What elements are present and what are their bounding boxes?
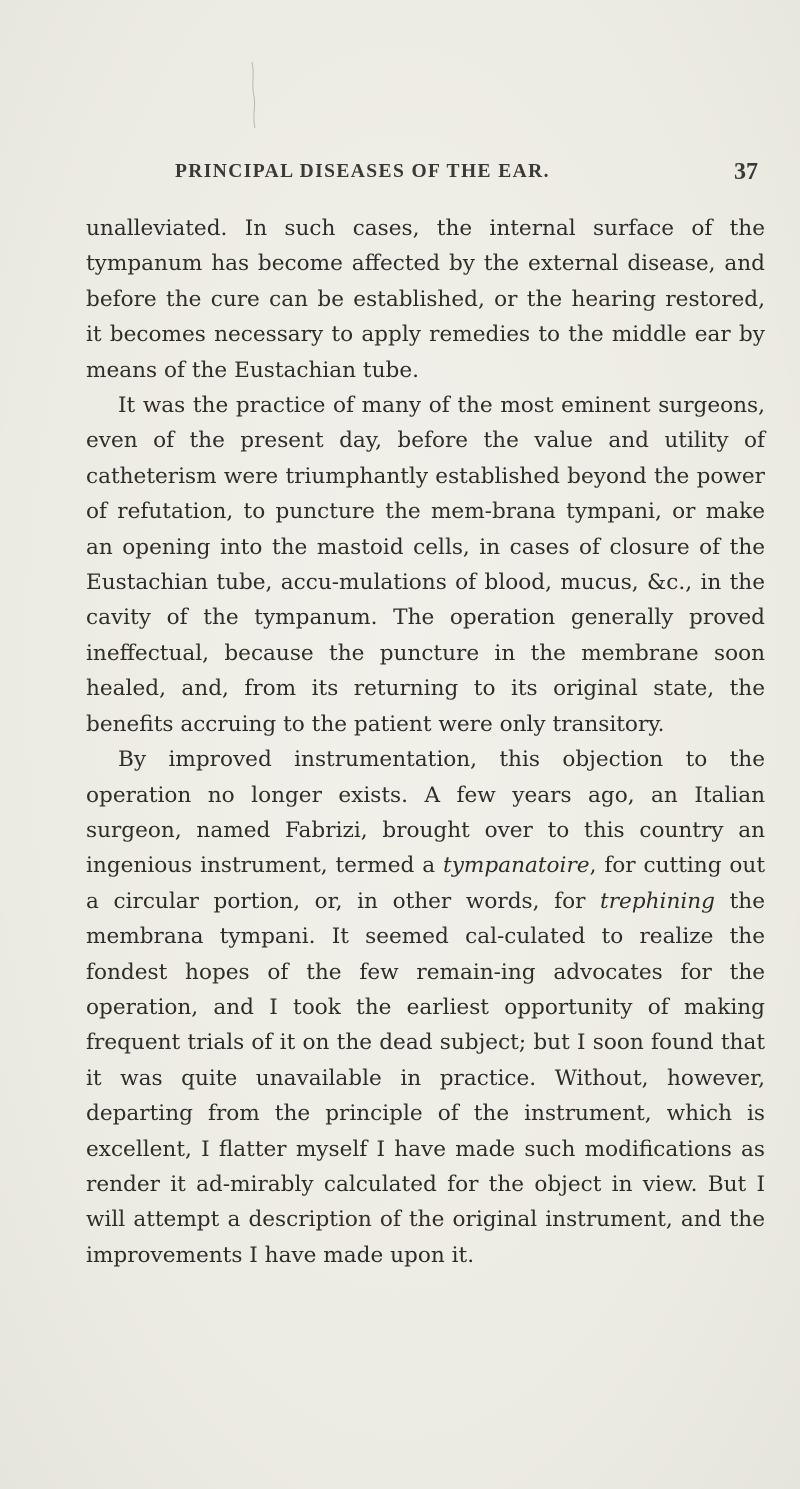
paragraph-3 bbox=[86, 742, 765, 1273]
term-trephining: trephining bbox=[600, 888, 715, 914]
paragraph-3-text-c: the membrana tympani. It seemed cal-culated to realize the fondest hopes of the few remain-ing advocates for the operation, and I took the earliest opportunity of making frequent trials of it on the dead subject; but I soon found that it was quite unavailable in practice. Without, however, departing from the principle of the instrument, which is excellent, I flatter myself I have made such modifications as render it ad-mirably calculated for the object in view. But I will attempt a description of the original instrument, and the improvements I have made upon it. bbox=[86, 888, 765, 1268]
paragraph-3-text-b: , for cutting out a circular portion, or, in other words, for bbox=[86, 853, 765, 914]
term-tympanatoire: tympanatoire bbox=[443, 853, 590, 879]
paragraph-1: unalleviated. In such cases, the internal surface of the tympanum has become affected by the external disease, and before the cure can be established, or the hearing restored, it becomes necessary to apply remedies to the middle ear by means of the Eustachian tube. bbox=[86, 216, 765, 383]
paragraph-2: It was the practice of many of the most eminent surgeons, even of the present day, before the value and utility of catheterism were triumphantly established beyond the power of refutation, to puncture the mem-brana tympani, or make an opening into the mastoid cells, in cases of closure of the Eustachian tube, accu-mulations of blood, mucus, &c., in the cavity of the tympanum. The operation generally proved ineffectual, because the puncture in the membrane soon healed, and, from its returning to its original state, the benefits accruing to the patient were only transitory. bbox=[86, 393, 765, 737]
page-header bbox=[175, 161, 770, 191]
page-number: 37 bbox=[734, 159, 758, 185]
running-title: PRINCIPAL DISEASES OF THE EAR. bbox=[175, 161, 550, 182]
page-blemish bbox=[249, 60, 259, 130]
body-text bbox=[86, 211, 765, 1273]
paragraph-3-text-a: By improved instrumentation, this objection to the operation no longer exists. A few years ago, an Italian surgeon, named Fabrizi, brought over to this country an ingenious instrument, termed a bbox=[86, 747, 765, 879]
